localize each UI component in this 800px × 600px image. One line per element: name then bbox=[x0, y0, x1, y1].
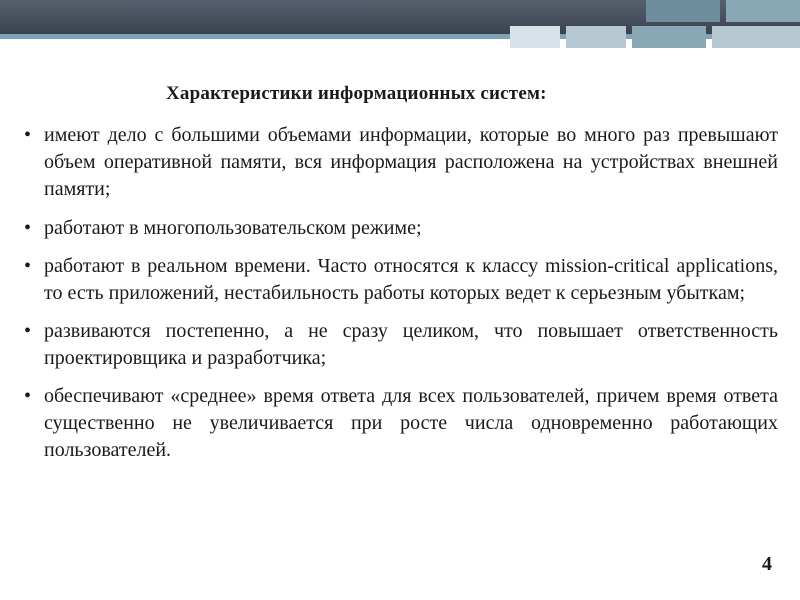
bullet-text: работают в реальном времени. Часто относятся к классу mission-critical applications, то есть приложений, нестабильность работы которых ведет к серьезным убыткам; bbox=[44, 255, 778, 304]
bullet-item bbox=[24, 122, 778, 203]
bullet-text: работают в многопользовательском режиме; bbox=[44, 217, 422, 239]
decorative-tiles bbox=[470, 0, 800, 55]
decor-tile bbox=[566, 26, 626, 48]
bullet-item bbox=[24, 318, 778, 372]
decor-tile bbox=[712, 26, 800, 48]
decor-tile bbox=[510, 26, 560, 48]
decor-tile bbox=[632, 26, 706, 48]
bullet-icon: • bbox=[24, 255, 32, 277]
decor-tile bbox=[726, 0, 800, 22]
bullet-icon: • bbox=[24, 385, 32, 407]
bullet-item bbox=[24, 215, 778, 242]
bullet-icon: • bbox=[24, 320, 32, 342]
bullet-icon: • bbox=[24, 217, 32, 239]
bullet-text: имеют дело с большими объемами информации, которые во много раз превышают объем оперативной памяти, вся информация расположена на устройствах внешней памяти; bbox=[44, 124, 778, 200]
bullet-text: развиваются постепенно, а не сразу целиком, что повышает ответственность проектировщика и разработчика; bbox=[44, 320, 778, 369]
bullet-item bbox=[24, 383, 778, 464]
page-number: 4 bbox=[762, 553, 772, 575]
bullet-list bbox=[24, 122, 778, 475]
bullet-item bbox=[24, 253, 778, 307]
decor-tile bbox=[646, 0, 720, 22]
bullet-text: обеспечивают «среднее» время ответа для всех пользователей, причем время ответа существенно не увеличивается при росте числа одновременно работающих пользователей. bbox=[44, 385, 778, 461]
bullet-icon: • bbox=[24, 124, 32, 146]
slide-title: Характеристики информационных систем: bbox=[166, 83, 547, 104]
